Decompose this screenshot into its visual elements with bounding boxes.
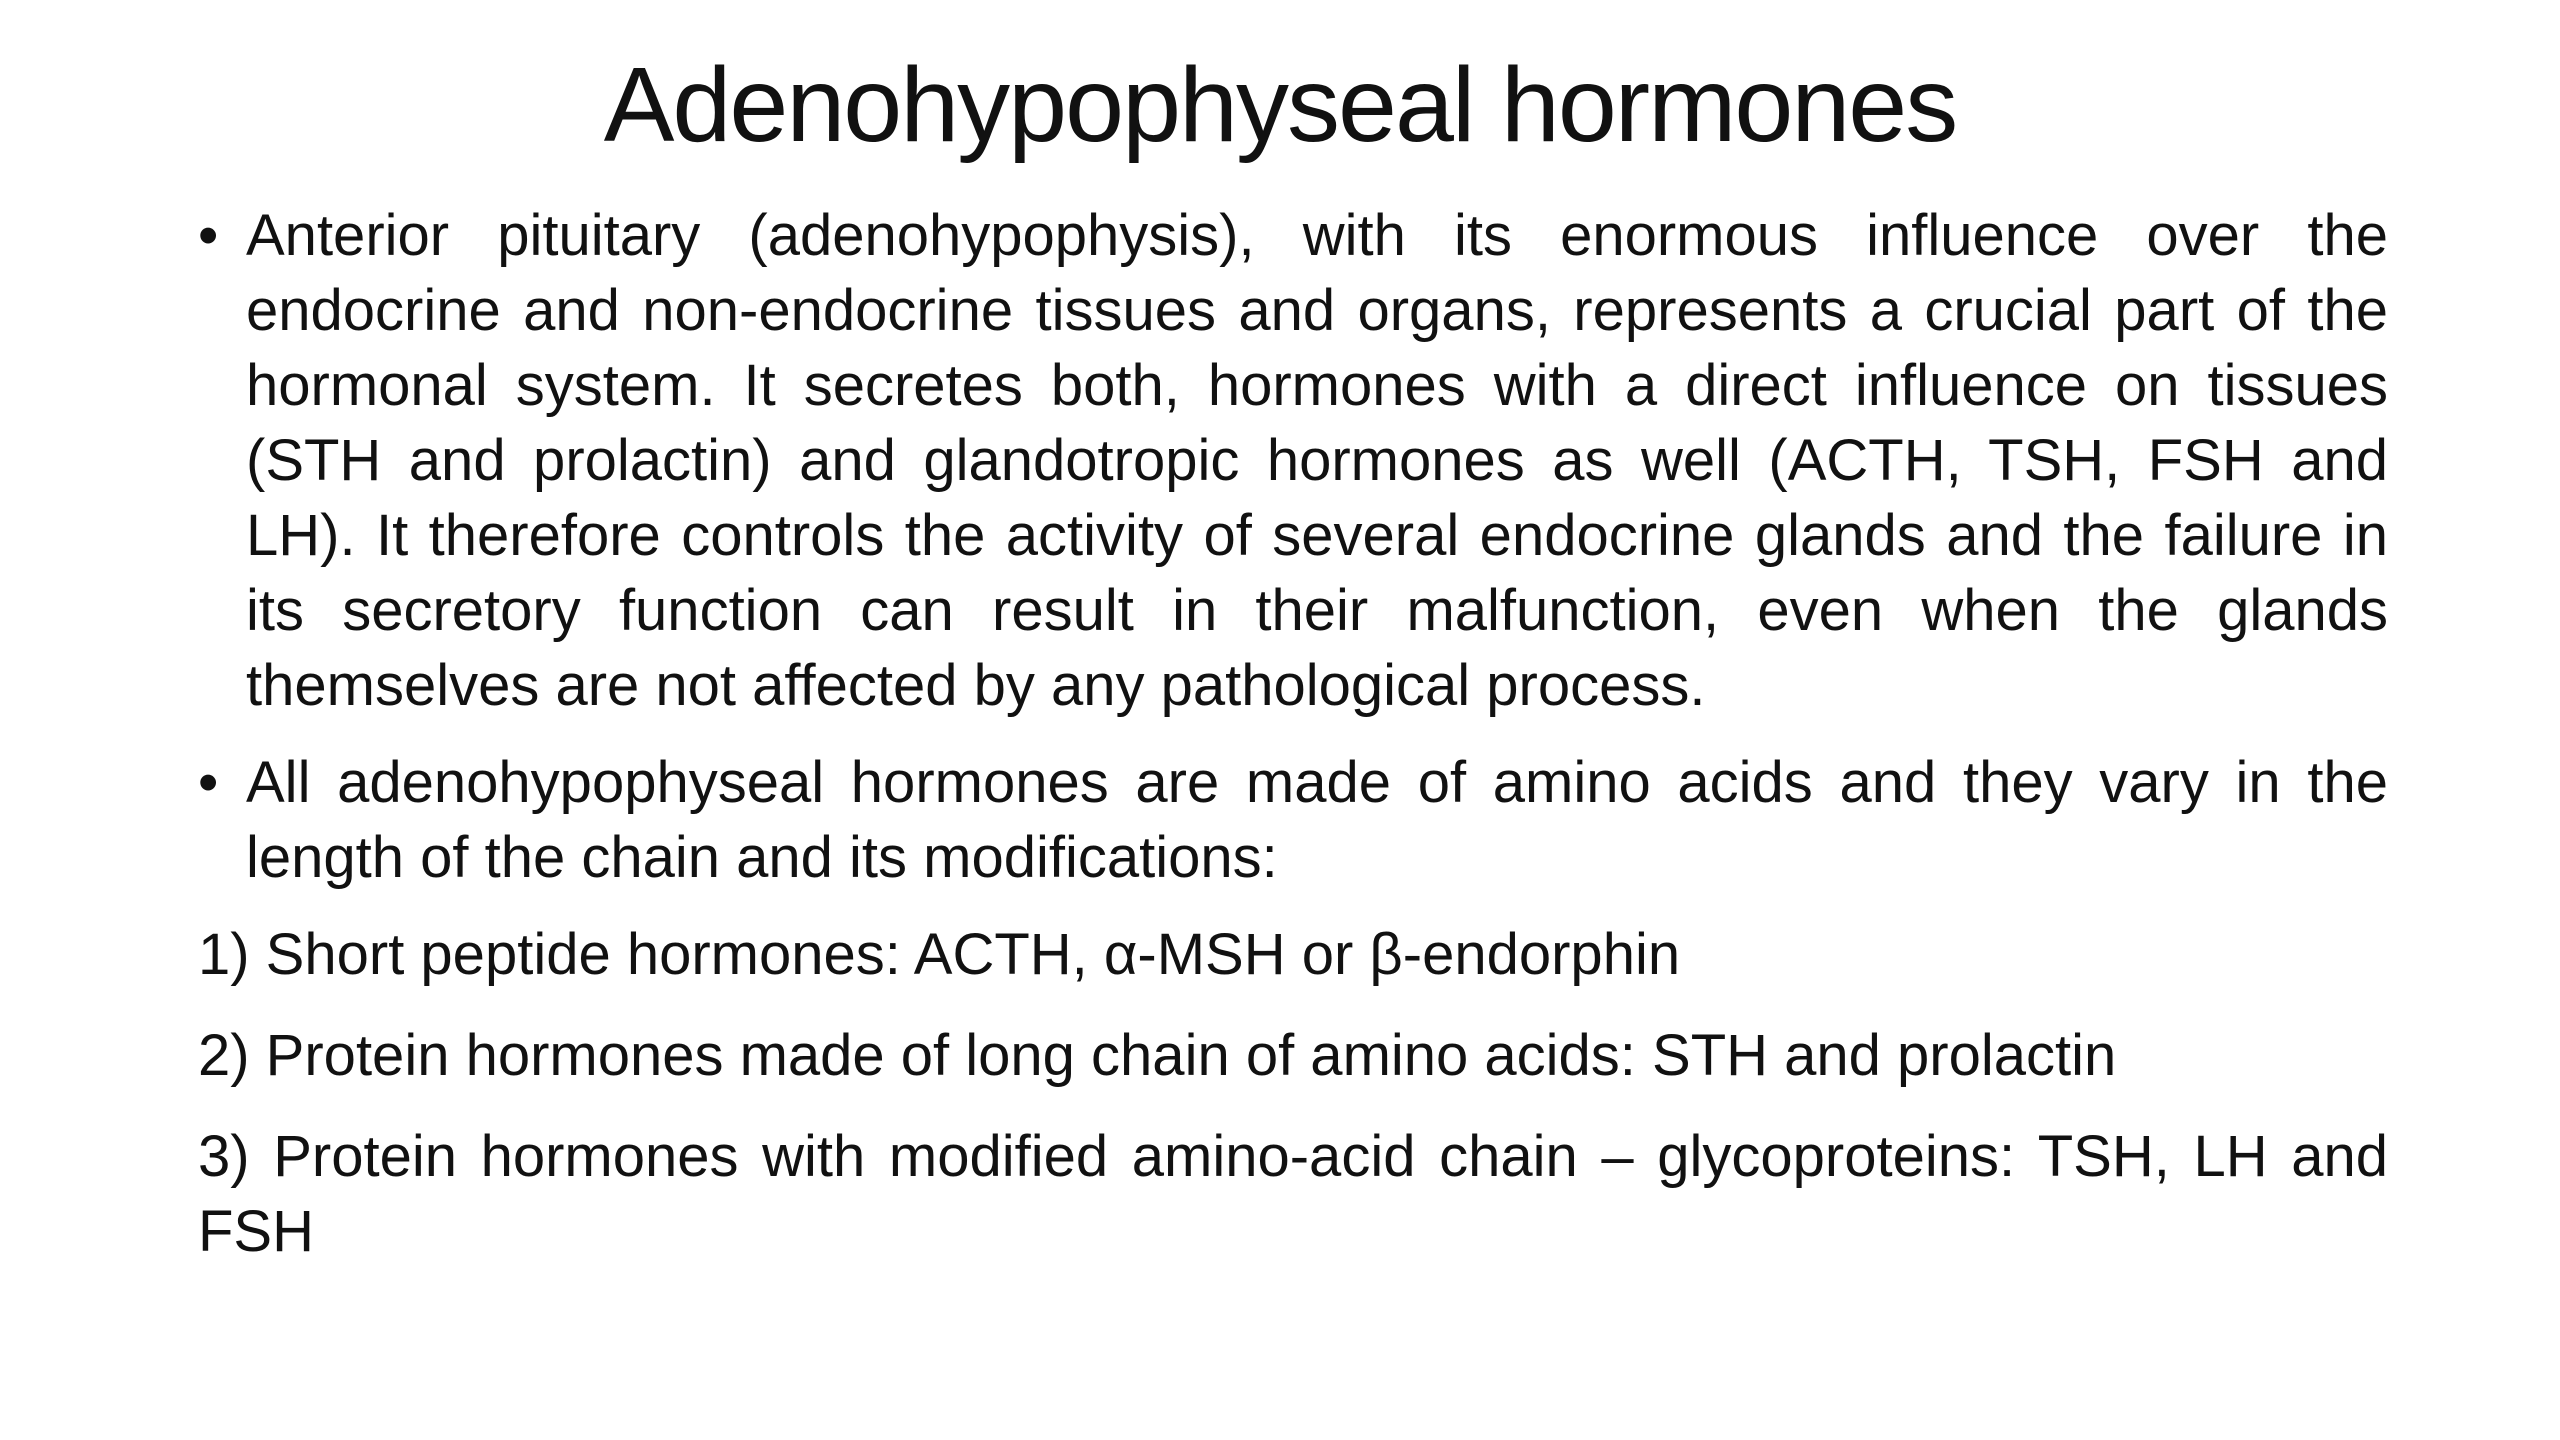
bullet-text: Anterior pituitary (adenohypophysis), with its enormous influence over the endocrine and non-endocrine tissues and organs, represents a crucial part of the hormonal system. It secretes both, hormones with a direct influence on tissues (STH and prolactin) and glandotropic hormones as well (ACTH, TSH, FSH and LH). It therefore controls the activity of several endocrine glands and the failure in its secretory function can result in their malfunction, even when the glands themselves are not affected by any pathological process. bbox=[246, 203, 2388, 718]
bullet-item bbox=[198, 745, 2388, 895]
bullet-text: All adenohypophyseal hormones are made of amino acids and they vary in the length of the chain and its modifications: bbox=[246, 750, 2388, 890]
numbered-item: 1) Short peptide hormones: ACTH, α-MSH or β-endorphin bbox=[198, 922, 1681, 987]
bullet-item bbox=[198, 198, 2388, 723]
numbered-item: 2) Protein hormones made of long chain of amino acids: STH and prolactin bbox=[198, 1023, 2117, 1088]
slide-body bbox=[198, 198, 2388, 1295]
bullet-icon: • bbox=[198, 203, 219, 268]
slide-title: Adenohypophyseal hormones bbox=[603, 46, 1957, 164]
bullet-icon: • bbox=[198, 750, 219, 815]
numbered-item: 3) Protein hormones with modified amino-acid chain – glycoproteins: TSH, LH and FSH bbox=[198, 1124, 2388, 1264]
